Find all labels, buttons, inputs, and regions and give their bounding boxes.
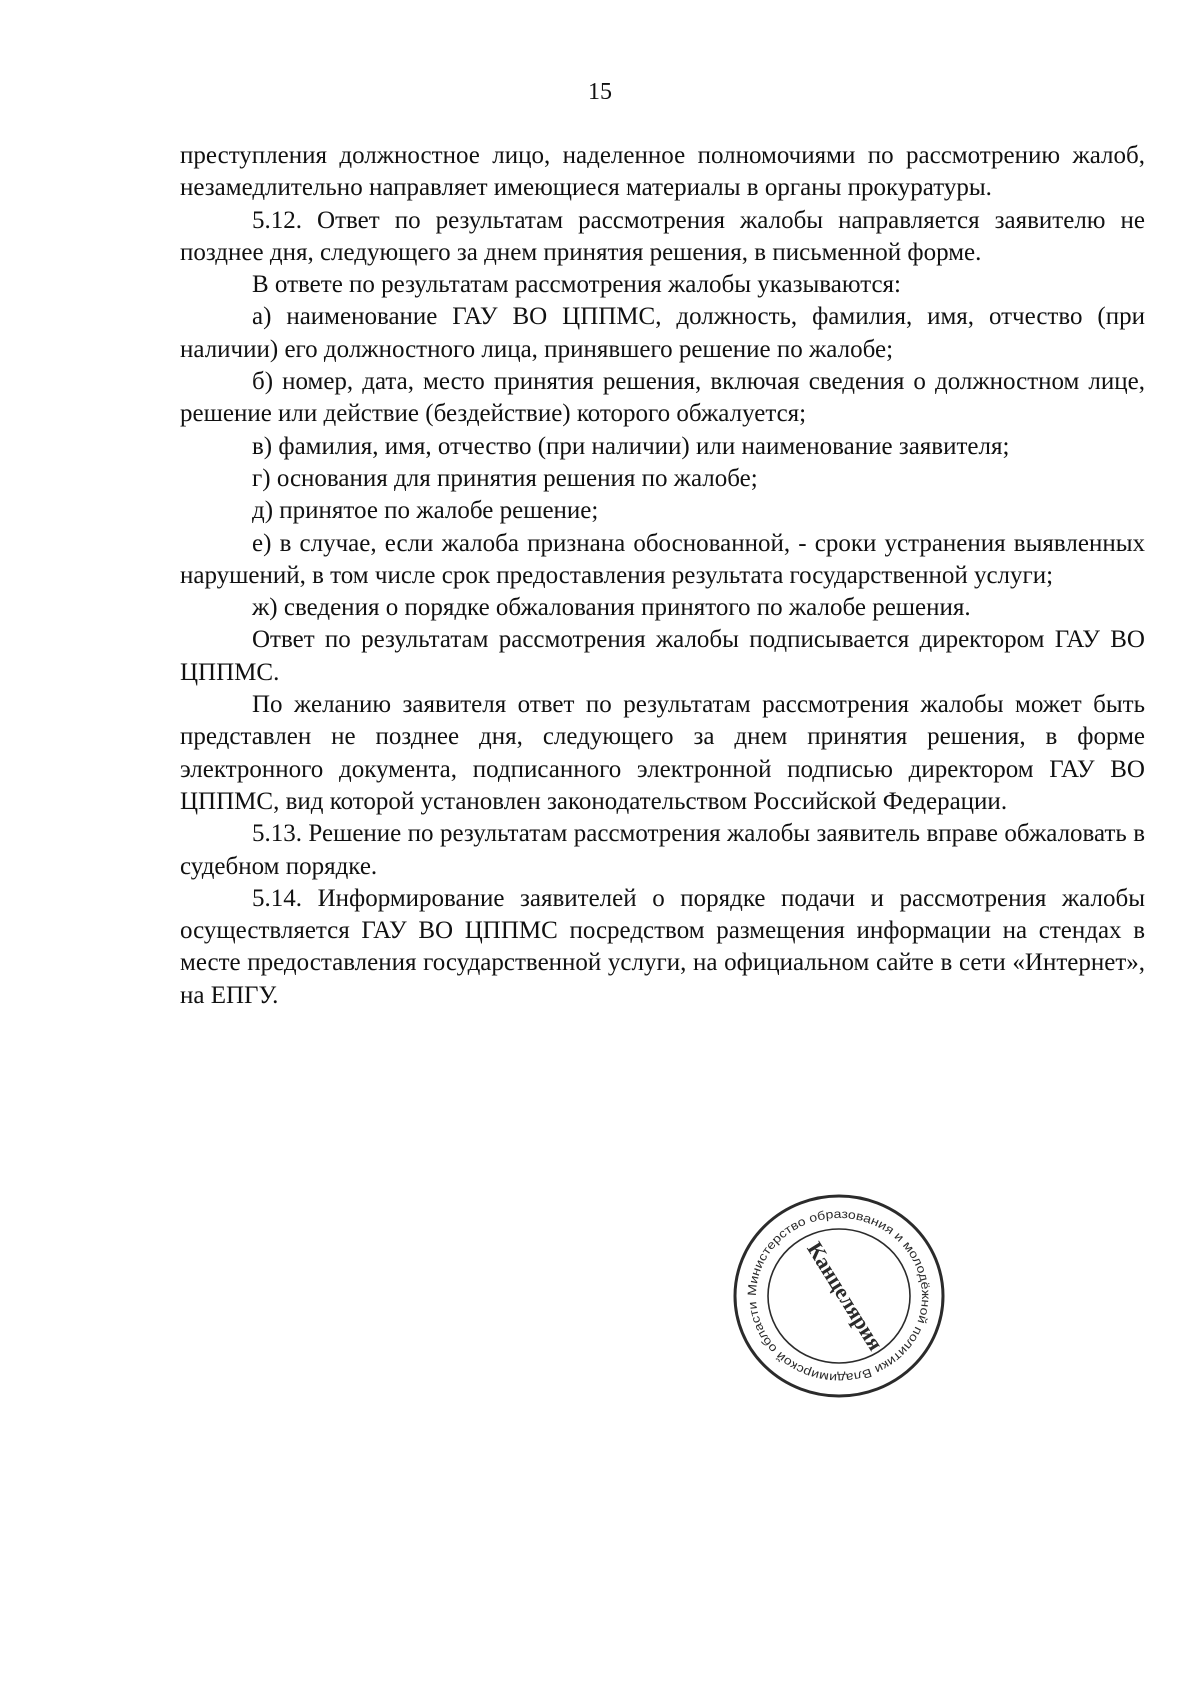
page-number: 15 [588,79,612,105]
stamp-ring-text: Министерство образования и молодёжной политики Владимирской области [744,1206,934,1386]
paragraph-continuation: преступления должностное лицо, наделенное полномочиями по рассмотрению жалоб, незамедлительно направляет имеющиеся материалы в органы прокуратуры. [180,142,1145,202]
list-item-e: е) в случае, если жалоба признана обоснованной, - сроки устранения выявленных нарушений, в том числе срок предоставления результата государственной услуги; [180,529,1145,589]
list-item-a: а) наименование ГАУ ВО ЦППМС, должность, фамилия, имя, отчество (при наличии) его должностного лица, принявшего решение по жалобе; [180,303,1145,363]
list-item-d: д) принятое по жалобе решение; [252,497,599,525]
list-item-zh: ж) сведения о порядке обжалования принятого по жалобе решения. [252,594,971,622]
office-stamp [731,1192,947,1400]
paragraph-electronic-form: По желанию заявителя ответ по результатам рассмотрения жалобы может быть представлен не позднее дня, следующего за днем принятия решения, в форме электронного документа, подписанного электронной подписью директором ГАУ ВО ЦППМС, вид которой установлен законодательством Российской Федерации. [180,691,1145,815]
paragraph-answer-contents-intro: В ответе по результатам рассмотрения жалобы указываются: [252,271,901,299]
paragraph-5-14: 5.14. Информирование заявителей о порядке подачи и рассмотрения жалобы осуществляется ГАУ ВО ЦППМС посредством размещения информации на стендах в месте предоставления государственной услуги, на официальном сайте в сети «Интернет», на ЕПГУ. [180,884,1145,1009]
list-item-v: в) фамилия, имя, отчество (при наличии) или наименование заявителя; [252,432,1010,460]
list-item-g: г) основания для принятия решения по жалобе; [252,464,758,492]
paragraph-5-12: 5.12. Ответ по результатам рассмотрения жалобы направляется заявителю не позднее дня, следующего за днем принятия решения, в письменной форме. [180,206,1145,266]
list-item-b: б) номер, дата, место принятия решения, включая сведения о должностном лице, решение или действие (бездействие) которого обжалуется; [180,368,1145,428]
paragraph-signature: Ответ по результатам рассмотрения жалобы подписывается директором ГАУ ВО ЦППМС. [180,626,1145,686]
paragraph-5-13: 5.13. Решение по результатам рассмотрения жалобы заявитель вправе обжаловать в судебном порядке. [180,820,1145,880]
document-body [180,140,1145,1012]
stamp-center-text: Канцелярия [802,1237,889,1355]
